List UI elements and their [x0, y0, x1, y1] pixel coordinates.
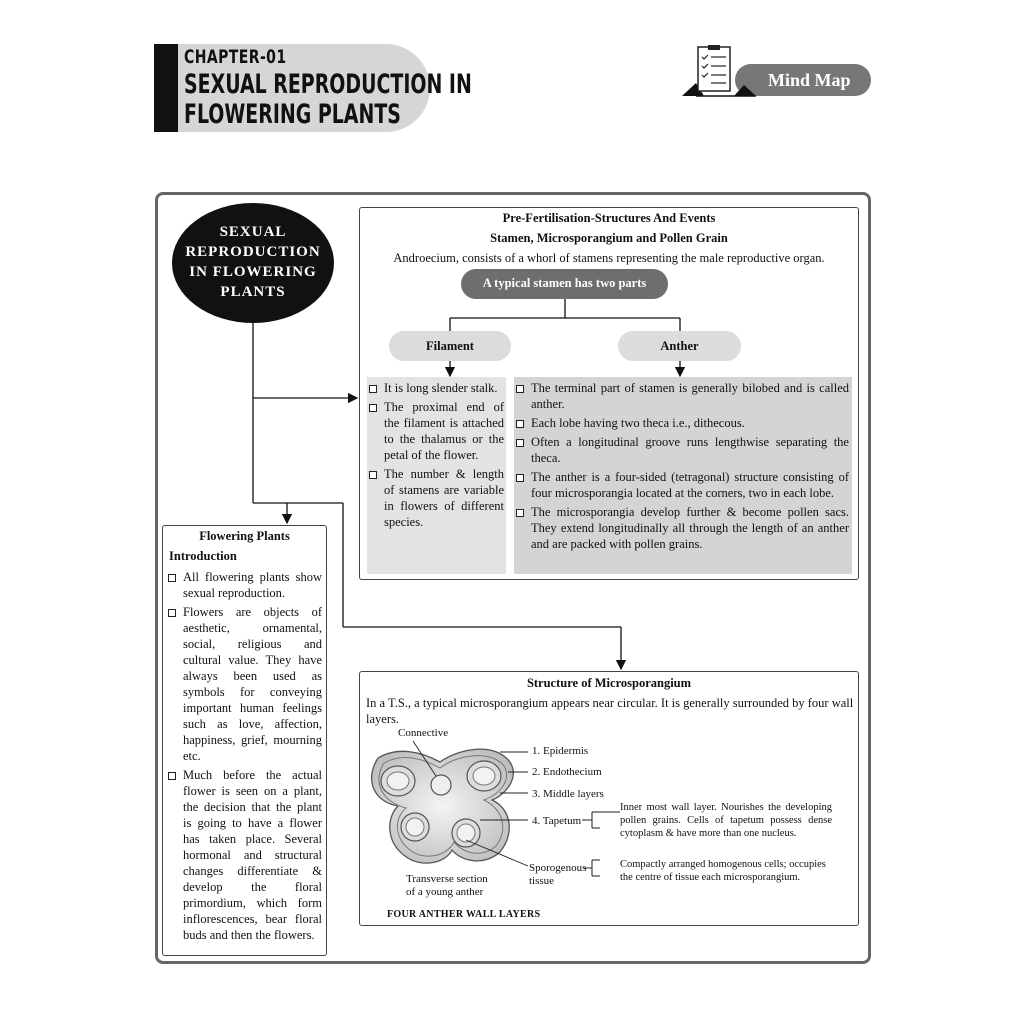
- sporogenous-description: Compactly arranged homogenous cells; occupies the centre of tissue each microsporangium.: [620, 859, 826, 883]
- chapter-title-line1: SEXUAL REPRODUCTION IN: [184, 69, 472, 100]
- anther-label: Anther: [660, 339, 699, 353]
- root-line2: REPRODUCTION: [185, 244, 321, 260]
- androecium-intro: Androecium, consists of a whorl of stamens representing the male reproductive organ.: [393, 251, 825, 265]
- label-tapetum: 4. Tapetum: [532, 815, 582, 827]
- list-item: The anther is a four-sided (tetragonal) structure consisting of four microsporangia located at the corners, two in each lobe.: [515, 469, 849, 501]
- flowering-plants-points: [167, 569, 322, 946]
- mind-map-label: Mind Map: [768, 70, 851, 90]
- filament-label: Filament: [426, 339, 474, 353]
- bracket-lines: [580, 800, 622, 885]
- pre-fertilisation-subtitle: Stamen, Microsporangium and Pollen Grain: [490, 231, 728, 245]
- label-connective: Connective: [398, 727, 449, 739]
- root-line1: SEXUAL: [219, 224, 287, 240]
- list-item: Much before the actual flower is seen on a plant, the decision that the plant is going to have a flower has taken place. Several hormonal and structural changes differentiate & develop the floral primordium, which form inflorescences, bear floral buds and then the flowers.: [167, 767, 322, 943]
- anther-points: [515, 380, 849, 555]
- root-line4: PLANTS: [220, 284, 286, 300]
- pre-fertilisation-title: Pre-Fertilisation-Structures And Events: [502, 211, 716, 225]
- root-topic-label: [172, 222, 334, 302]
- label-endothecium: 2. Endothecium: [532, 766, 602, 778]
- list-item: It is long slender stalk.: [368, 380, 504, 396]
- list-item: The proximal end of the filament is attached to the thalamus or the petal of the flower.: [368, 399, 504, 463]
- flowering-plants-intro: Introduction: [169, 549, 237, 563]
- list-item: The terminal part of stamen is generally bilobed and is called anther.: [515, 380, 849, 412]
- label-transverse-section: Transverse section of a young anther: [406, 873, 488, 898]
- tapetum-description: Inner most wall layer. Nourishes the developing pollen grains. Cells of tapetum possess dense cytoplasm & have more than one nucleus.: [620, 802, 832, 839]
- label-middle-layers: 3. Middle layers: [532, 788, 604, 800]
- stamen-parts-label: A typical stamen has two parts: [482, 276, 647, 290]
- root-line3: IN FLOWERING: [189, 264, 317, 280]
- label-epidermis: 1. Epidermis: [532, 745, 589, 757]
- list-item: All flowering plants show sexual reproduction.: [167, 569, 322, 601]
- list-item: The number & length of stamens are variable in flowers of different species.: [368, 466, 504, 530]
- list-item: Flowers are objects of aesthetic, ornamental, social, religious and cultural value. They have always been used as symbols for conveying important human feelings such as love, affection, happiness, grief, mourning etc.: [167, 604, 322, 764]
- label-sporogenous-tissue: Sporogenous tissue: [529, 862, 587, 887]
- list-item: Each lobe having two theca i.e., dithecous.: [515, 415, 849, 431]
- chapter-title-line2: FLOWERING PLANTS: [184, 99, 401, 130]
- microsporangium-description: In a T.S., a typical microsporangium appears near circular. It is generally surrounded by four wall layers.: [366, 696, 854, 726]
- list-item: The microsporangia develop further & become pollen sacs. They extend longitudinally all through the length of an anther and are packed with pollen grains.: [515, 504, 849, 552]
- microsporangium-title: Structure of Microsporangium: [526, 676, 692, 690]
- filament-points: [368, 380, 504, 533]
- list-item: Often a longitudinal groove runs lengthwise separating the theca.: [515, 434, 849, 466]
- flowering-plants-title: Flowering Plants: [199, 529, 290, 543]
- chapter-number: CHAPTER-01: [184, 46, 287, 68]
- anther-wall-layers-caption: FOUR ANTHER WALL LAYERS: [387, 909, 541, 920]
